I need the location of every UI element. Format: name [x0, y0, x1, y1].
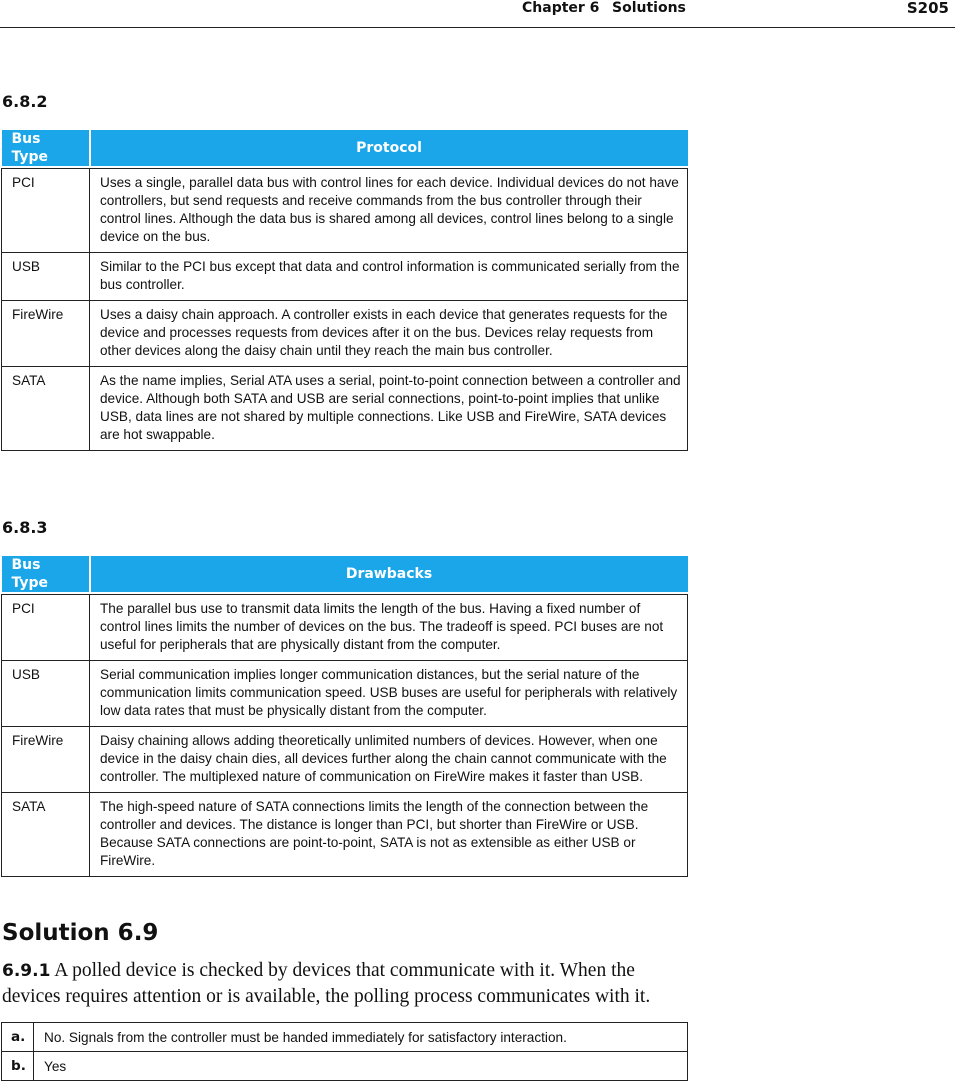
protocol-cell: Similar to the PCI bus except that data and control information is communicated serially from the bus controller.: [90, 253, 688, 301]
column-header-protocol: Protocol: [90, 130, 688, 166]
bus-type-cell: USB: [2, 661, 90, 727]
drawbacks-cell: Serial communication implies longer communication distances, but the serial nature of the communication limits communication speed. USB buses are useful for peripherals with relatively low data rates that must be physically distant from the computer.: [90, 661, 688, 727]
column-header-bus-type: Bus Type: [2, 556, 90, 592]
answers-table: [1, 1022, 688, 1081]
answer-label: b.: [2, 1052, 34, 1081]
table-row: [2, 793, 688, 877]
section-label: Solutions: [612, 0, 686, 16]
drawbacks-table-header: [2, 556, 688, 592]
table-row: [2, 1052, 688, 1081]
bus-type-cell: FireWire: [2, 727, 90, 793]
heading-6-8-2: 6.8.2: [2, 92, 48, 111]
heading-6-8-3: 6.8.3: [2, 518, 48, 537]
column-header-bus-type: Bus Type: [2, 130, 90, 166]
table-row: [2, 727, 688, 793]
table-row: [2, 1023, 688, 1052]
bus-type-cell: PCI: [2, 169, 90, 253]
chapter-label: Chapter 6: [522, 0, 600, 16]
protocol-table: [1, 130, 688, 451]
drawbacks-table: [1, 556, 688, 877]
bus-type-cell: SATA: [2, 793, 90, 877]
table-row: [2, 367, 688, 451]
answer-text: Yes: [34, 1052, 688, 1081]
column-header-drawbacks: Drawbacks: [90, 556, 688, 592]
exercise-text: A polled device is checked by devices that communicate with it. When the devices requires attention or is available, the polling process communicates with it.: [2, 960, 651, 1007]
drawbacks-cell: Daisy chaining allows adding theoretically unlimited numbers of devices. However, when one device in the daisy chain dies, all devices further along the chain cannot communicate with the controller. The multiplexed nature of communication on FireWire makes it faster than USB.: [90, 727, 688, 793]
protocol-cell: As the name implies, Serial ATA uses a serial, point-to-point connection between a controller and device. Although both SATA and USB are serial connections, point-to-point implies that unlike USB, data lines are not shared by multiple connections. Like USB and FireWire, SATA devices are hot swappable.: [90, 367, 688, 451]
table-row: [2, 595, 688, 661]
protocol-cell: Uses a daisy chain approach. A controller exists in each device that generates requests for the device and processes requests from devices after it on the bus. Devices relay requests from other devices along the daisy chain until they reach the main bus controller.: [90, 301, 688, 367]
drawbacks-cell: The high-speed nature of SATA connections limits the length of the connection between the controller and devices. The distance is longer than PCI, but shorter than FireWire or USB. Because SATA connections are point-to-point, SATA is not as extensible as either USB or FireWire.: [90, 793, 688, 877]
bus-type-cell: PCI: [2, 595, 90, 661]
bus-type-cell: SATA: [2, 367, 90, 451]
protocol-cell: Uses a single, parallel data bus with control lines for each device. Individual devices do not have controllers, but send requests and receive commands from the bus controller through their control lines. Although the data bus is shared among all devices, control lines belong to a single device on the bus.: [90, 169, 688, 253]
answer-label: a.: [2, 1023, 34, 1052]
table-row: [2, 253, 688, 301]
bus-type-cell: FireWire: [2, 301, 90, 367]
table-row: [2, 661, 688, 727]
protocol-table-header: [2, 130, 688, 166]
table-row: [2, 301, 688, 367]
drawbacks-cell: The parallel bus use to transmit data limits the length of the bus. Having a fixed number of control lines limits the number of devices on the bus. The tradeoff is speed. PCI buses are not useful for peripherals that are physically distant from the computer.: [90, 595, 688, 661]
solution-paragraph: [2, 958, 692, 1010]
bus-type-cell: USB: [2, 253, 90, 301]
table-row: [2, 169, 688, 253]
answer-text: No. Signals from the controller must be handed immediately for satisfactory interaction.: [34, 1023, 688, 1052]
page-number: S205: [906, 0, 949, 17]
solution-title: Solution 6.9: [2, 920, 159, 946]
running-header: [0, 0, 955, 28]
exercise-number: 6.9.1: [2, 961, 51, 981]
